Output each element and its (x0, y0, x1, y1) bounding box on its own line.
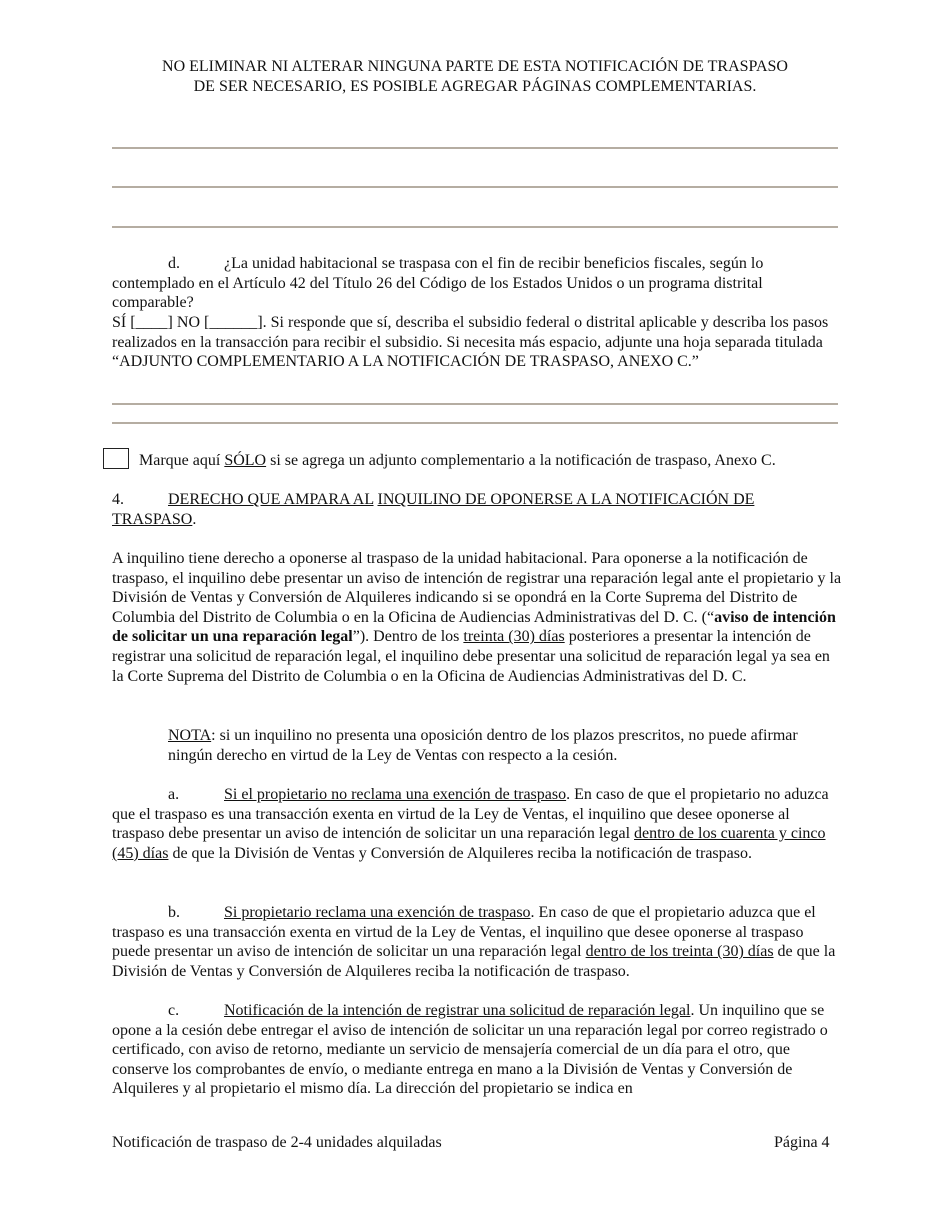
section-4-number: 4. (112, 491, 124, 508)
item-c-heading: Notificación de la intención de registrar una solicitud de reparación legal (224, 1002, 691, 1019)
header-line-2: DE SER NECESARIO, ES POSIBLE AGREGAR PÁGINAS COMPLEMENTARIAS. (193, 78, 757, 95)
section-d-question: ¿La unidad habitacional se traspasa con el fin de recibir beneficios fiscales, según lo contemplado en el Artículo 42 del Título 26 del Código de los Estados Unidos o un programa distrital comparable? (112, 255, 764, 312)
blank-answer-line[interactable] (112, 147, 838, 149)
blank-answer-line[interactable] (112, 403, 838, 405)
blank-answer-line[interactable] (112, 186, 838, 188)
item-b-paragraph: b. Si propietario reclama una exención de traspaso. En caso de que el propietario aduzca que el traspaso es una transacción exenta en virtud de la Ley de Ventas, el inquilino que desee oponerse al traspaso puede presentar un aviso de intención de solicitar un una reparación legal dentro de los treinta (30) días de que la División de Ventas y Conversión de Alquileres reciba la notificación de traspaso. (112, 904, 836, 980)
item-b-label: b. (168, 904, 180, 921)
section-4-title: 4. DERECHO QUE AMPARA AL INQUILINO DE OPONERSE A LA NOTIFICACIÓN DE TRASPASO. (112, 491, 755, 528)
blank-answer-line[interactable] (112, 226, 838, 228)
item-a-heading: Si el propietario no reclama una exención de traspaso (224, 786, 567, 803)
item-b-heading: Si propietario reclama una exención de traspaso (224, 904, 531, 921)
blank-answer-line[interactable] (112, 422, 838, 424)
item-c-paragraph: c. Notificación de la intención de registrar una solicitud de reparación legal. Un inquilino que se opone a la cesión debe entregar el aviso de intención de solicitar un una reparación legal por correo registrado o certificado, con aviso de retorno, mediante un servicio de mensajería comercial de un día para el otro, que conserve los comprobantes de envío, o mediante entrega en mano a la División de Ventas y Conversión de Alquileres y al propietario el mismo día. La dirección del propietario se indica en (112, 1002, 828, 1098)
footer-page-number: Página 4 (774, 1134, 830, 1151)
header-line-1: NO ELIMINAR NI ALTERAR NINGUNA PARTE DE ESTA NOTIFICACIÓN DE TRASPASO (162, 58, 788, 75)
item-a-label: a. (168, 786, 180, 803)
footer-document-title: Notificación de traspaso de 2-4 unidades alquiladas (112, 1134, 442, 1151)
item-a-paragraph: a. Si el propietario no reclama una exención de traspaso. En caso de que el propietario no aduzca que el traspaso es una transacción exenta en virtud de la Ley de Ventas, el inquilino que desee oponerse al traspaso debe presentar un aviso de intención de solicitar un una reparación legal dentro de los cuarenta y cinco (45) días de que la División de Ventas y Conversión de Alquileres reciba la notificación de traspaso. (112, 786, 829, 862)
section-d-answer: SÍ [____] NO [______]. Si responde que sí, describa el subsidio federal o distrital aplicable y describa los pasos realizados en la transacción para recibir el subsidio. Si necesita más espacio, adjunte una hoja separada titulada “ADJUNTO COMPLEMENTARIO A LA NOTIFICACIÓN DE TRASPASO, ANEXO C.” (112, 314, 829, 371)
item-c-label: c. (168, 1002, 180, 1019)
annex-c-checkbox-label: Marque aquí SÓLO si se agrega un adjunto complementario a la notificación de traspaso, Anexo C. (139, 452, 776, 469)
section-4-intro: A inquilino tiene derecho a oponerse al traspaso de la unidad habitacional. Para oponerse a la notificación de traspaso, el inquilino debe presentar un aviso de intención de registrar una reparación legal ante el propietario y la División de Ventas y Conversión de Alquileres indicando si se opondrá en la Corte Suprema del Distrito de Columbia del Distrito de Columbia o en la Oficina de Audiencias Administrativas del D. C. (“aviso de intención de solicitar un una reparación legal”). Dentro de los treinta (30) días posteriores a presentar la intención de registrar una solicitud de reparación legal, el inquilino debe presentar una solicitud de reparación legal ya sea en la Corte Suprema del Distrito de Columbia o en la Oficina de Audiencias Administrativas del D. C. (112, 550, 842, 685)
page-header (110, 57, 840, 97)
nota-label: NOTA (168, 727, 212, 744)
section-d-label: d. (168, 255, 180, 272)
annex-c-checkbox[interactable] (103, 448, 129, 469)
nota-paragraph: NOTA: si un inquilino no presenta una oposición dentro de los plazos prescritos, no puede afirmar ningún derecho en virtud de la Ley de Ventas con respecto a la cesión. (168, 727, 798, 764)
section-d-paragraph (112, 254, 842, 313)
